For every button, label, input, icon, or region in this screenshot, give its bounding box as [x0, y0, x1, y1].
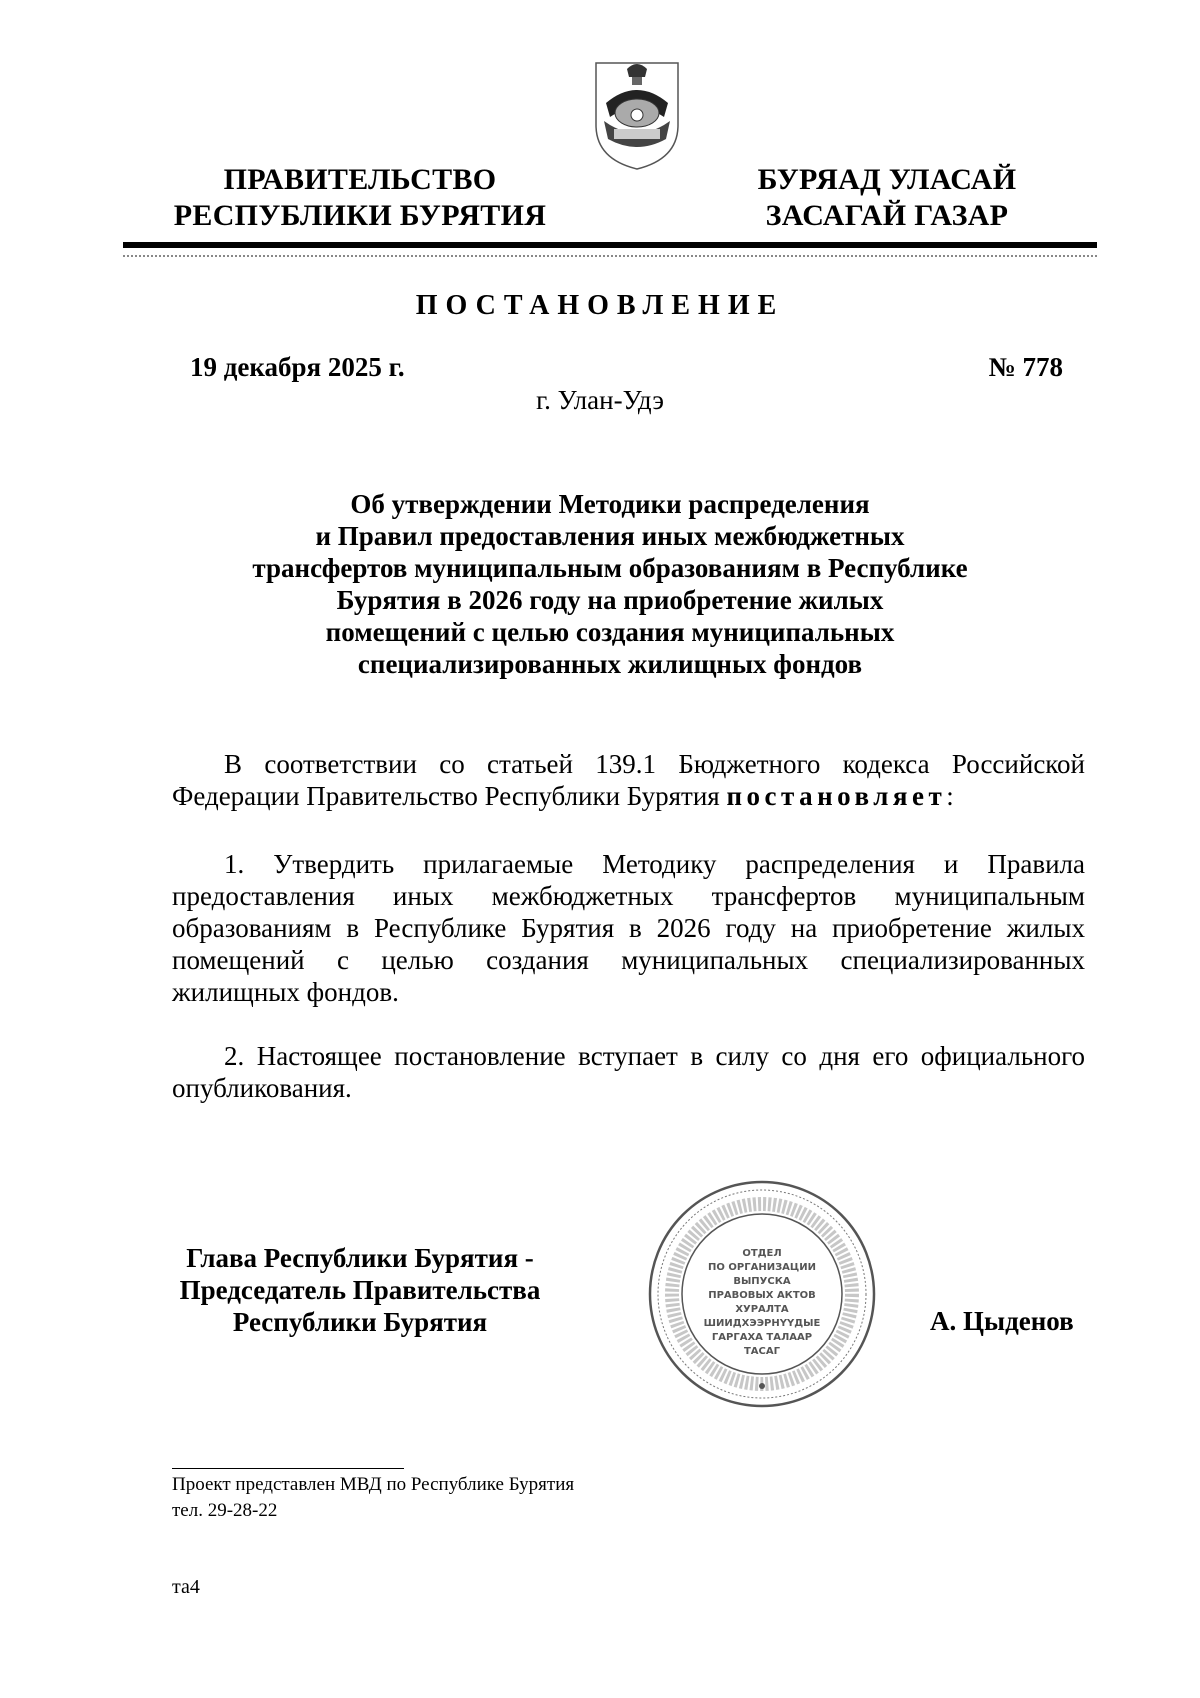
preamble-paragraph: [172, 748, 1085, 812]
item-1-paragraph: [172, 848, 1085, 1008]
header-left: [170, 162, 550, 234]
title-line: помещений с целью создания муниципальных: [325, 617, 895, 647]
item-1-text: 1. Утвердить прилагаемые Методику распределения и Правила предоставления иных межбюджетных трансфертов муниципальным образованиям в Республике Бурятия в 2026 году на приобретение жилых помещений с целью создания муниципальных специализированных жилищных фондов.: [172, 849, 1085, 1007]
header-left-line2: РЕСПУБЛИКИ БУРЯТИЯ: [173, 199, 547, 232]
preamble-text: В соответствии со статьей 139.1 Бюджетного кодекса Российской Федерации Правительство Республики Бурятия: [172, 749, 1085, 811]
document-date: 19 декабря 2025 г.: [190, 352, 405, 382]
seal-line: ТАСАГ: [743, 1346, 781, 1357]
document-city: г. Улан-Удэ: [536, 385, 664, 415]
title-line: Об утверждении Методики распределения: [350, 489, 870, 519]
decree-word: постановляет: [726, 781, 947, 811]
official-seal-stamp: [644, 1176, 880, 1412]
seal-line: ВЫПУСКА: [733, 1276, 791, 1287]
header-right-line1: БУРЯАД УЛАСАЙ: [757, 163, 1017, 196]
footnote-line1: Проект представлен МВД по Республике Бурятия: [172, 1474, 575, 1495]
footnote: [172, 1472, 574, 1524]
signatory-title-line: Республики Бурятия: [232, 1307, 488, 1337]
header-rule-thin: [123, 255, 1097, 257]
title-line: трансфертов муниципальным образованиям в Республике: [252, 553, 968, 583]
signatory-title-line: Глава Республики Бурятия -: [186, 1243, 534, 1273]
document-code: та4: [172, 1576, 200, 1598]
document-type: ПОСТАНОВЛЕНИЕ: [415, 290, 785, 321]
document-title: [220, 488, 1000, 680]
title-line: и Правил предоставления иных межбюджетных: [315, 521, 905, 551]
header-right: [742, 162, 1032, 234]
seal-line: ОТДЕЛ: [742, 1248, 782, 1259]
header-right-line2: ЗАСАГАЙ ГАЗАР: [765, 199, 1009, 232]
item-2-paragraph: [172, 1040, 1085, 1104]
seal-line: ГАРГАХА ТАЛААР: [711, 1332, 813, 1343]
seal-line: ШИИДХЭЭРНҮҮДЫЕ: [703, 1318, 821, 1329]
title-line: Бурятия в 2026 году на приобретение жилых: [336, 585, 884, 615]
seal-line: ПРАВОВЫХ АКТОВ: [708, 1290, 816, 1301]
coat-of-arms-emblem: [592, 55, 682, 173]
seal-line: ПО ОРГАНИЗАЦИИ: [708, 1262, 816, 1273]
signatory-title: [160, 1242, 560, 1338]
header-rule-thick: [123, 242, 1097, 248]
signatory-title-line: Председатель Правительства: [179, 1275, 541, 1305]
title-line: специализированных жилищных фондов: [357, 649, 863, 679]
signatory-name: А. Цыденов: [930, 1306, 1074, 1336]
footnote-line2: тел. 29-28-22: [172, 1500, 278, 1521]
seal-line: ХУРАЛТА: [735, 1304, 789, 1315]
header-left-line1: ПРАВИТЕЛЬСТВО: [223, 163, 497, 196]
preamble-end: :: [946, 781, 954, 811]
item-2-text: 2. Настоящее постановление вступает в силу со дня его официального опубликования.: [172, 1041, 1085, 1103]
document-number: № 778: [988, 352, 1063, 382]
footnote-rule: [172, 1468, 404, 1469]
